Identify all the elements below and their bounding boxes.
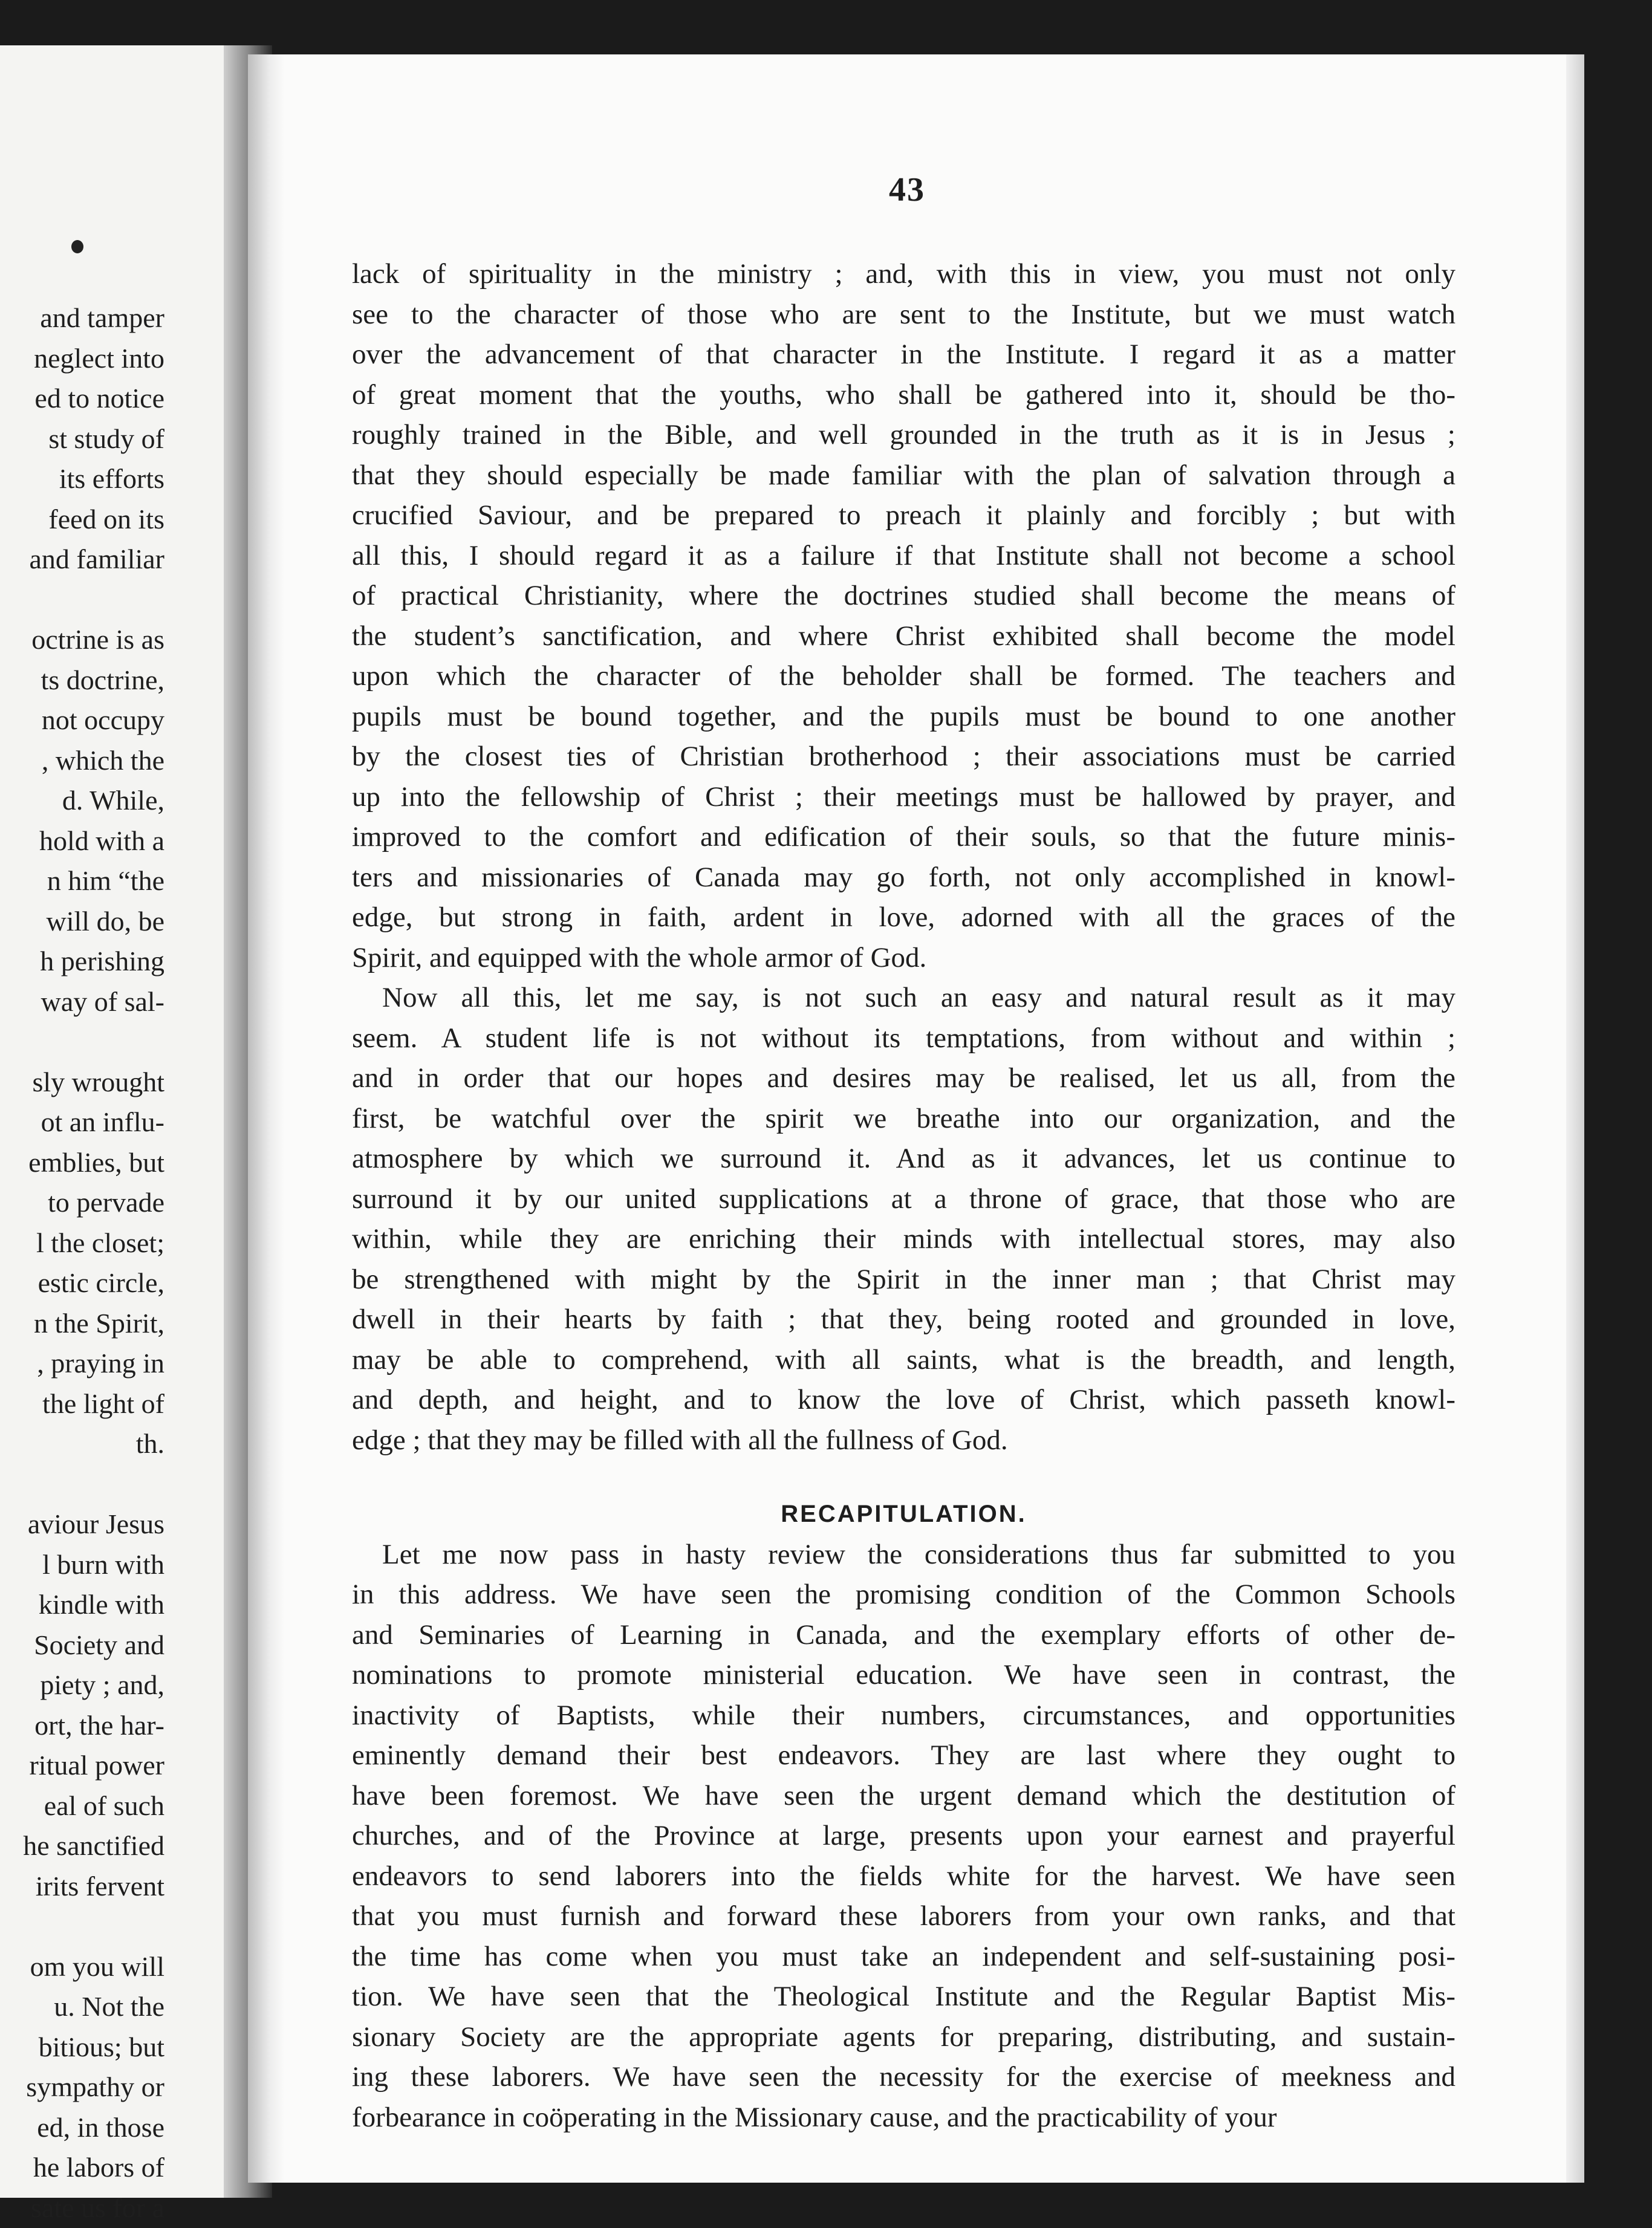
left-page-line: hold with a xyxy=(0,821,164,862)
left-page-line: irits fervent xyxy=(0,1866,164,1907)
left-page-line: its efforts xyxy=(0,459,164,499)
text-line: up into the fellowship of Christ ; their meetings must be hallowed by prayer, and xyxy=(352,777,1455,817)
left-page-line: ot an influ- xyxy=(0,1102,164,1143)
text-line: that they should especially be made familiar with the plan of salvation through a xyxy=(352,455,1455,496)
left-page-line: sympathy or xyxy=(0,2067,164,2108)
bullet-mark xyxy=(71,240,83,253)
left-page-line: aviour Jesus xyxy=(0,1504,164,1545)
text-line: of great moment that the youths, who shall be gathered into it, should be tho- xyxy=(352,375,1455,415)
text-line: all this, I should regard it as a failure if that Institute shall not become a school xyxy=(352,536,1455,576)
text-line: in this address. We have seen the promising condition of the Common Schools xyxy=(352,1574,1455,1615)
text-line: tion. We have seen that the Theological Institute and the Regular Baptist Mis- xyxy=(352,1976,1455,2017)
left-page-line: u. Not the xyxy=(0,1987,164,2027)
left-page-line: l the closet; xyxy=(0,1223,164,1264)
left-page-line: h perishing xyxy=(0,941,164,982)
left-page-line xyxy=(0,1022,164,1062)
left-page-line: feed on its xyxy=(0,499,164,540)
text-line: that you must furnish and forward these laborers from your own ranks, and that xyxy=(352,1896,1455,1937)
text-line: by the closest ties of Christian brotherhood ; their associations must be carried xyxy=(352,736,1455,777)
text-line: Spirit, and equipped with the whole armor of God. xyxy=(352,938,1455,978)
left-page-line: Society and xyxy=(0,1625,164,1666)
left-page-line: ort, the har- xyxy=(0,1706,164,1746)
left-page-line: not occupy xyxy=(0,700,164,741)
text-line: crucified Saviour, and be prepared to preach it plainly and forcibly ; but with xyxy=(352,495,1455,536)
left-page-line: sate us for a xyxy=(0,2188,164,2228)
text-line: ing these laborers. We have seen the necessity for the exercise of meekness and xyxy=(352,2057,1455,2097)
left-page-line: emblies, but xyxy=(0,1143,164,1183)
paragraph-2 xyxy=(352,978,1455,1460)
text-line: the student’s sanctification, and where Christ exhibited shall become the model xyxy=(352,616,1455,657)
text-line: over the advancement of that character in the Institute. I regard it as a matter xyxy=(352,334,1455,375)
left-page-line xyxy=(0,580,164,620)
left-page-line: the light of xyxy=(0,1384,164,1424)
text-line: surround it by our united supplications at a throne of grace, that those who are xyxy=(352,1179,1455,1220)
text-line: see to the character of those who are sent to the Institute, but we must watch xyxy=(352,294,1455,335)
section-heading: RECAPITULATION. xyxy=(352,1494,1455,1535)
left-page-text xyxy=(0,298,164,2228)
left-page-line: and familiar xyxy=(0,539,164,580)
left-page-line: eal of such xyxy=(0,1786,164,1827)
left-page-line: he labors of xyxy=(0,2148,164,2188)
text-line: dwell in their hearts by faith ; that they, being rooted and grounded in love, xyxy=(352,1299,1455,1340)
page-number: 43 xyxy=(859,171,955,209)
text-line: atmosphere by which we surround it. And as it advances, let us continue to xyxy=(352,1138,1455,1179)
left-page-line: n the Spirit, xyxy=(0,1304,164,1344)
text-line: seem. A student life is not without its temptations, from without and within ; xyxy=(352,1018,1455,1059)
text-line: churches, and of the Province at large, presents upon your earnest and prayerful xyxy=(352,1816,1455,1856)
text-line: edge ; that they may be filled with all the fullness of God. xyxy=(352,1420,1455,1461)
left-page-line: th. xyxy=(0,1424,164,1464)
text-line: inactivity of Baptists, while their numbers, circumstances, and opportunities xyxy=(352,1695,1455,1736)
text-line: eminently demand their best endeavors. They are last where they ought to xyxy=(352,1735,1455,1776)
left-page-line xyxy=(0,1906,164,1947)
text-line: be strengthened with might by the Spirit in the inner man ; that Christ may xyxy=(352,1259,1455,1300)
text-line: lack of spirituality in the ministry ; and, with this in view, you must not only xyxy=(352,254,1455,294)
text-line: may be able to comprehend, with all saints, what is the breadth, and length, xyxy=(352,1340,1455,1380)
text-line: and Seminaries of Learning in Canada, and the exemplary efforts of other de- xyxy=(352,1615,1455,1655)
text-line: pupils must be bound together, and the pupils must be bound to one another xyxy=(352,697,1455,737)
text-line: endeavors to send laborers into the fields white for the harvest. We have seen xyxy=(352,1856,1455,1897)
text-line: Now all this, let me say, is not such an easy and natural result as it may xyxy=(352,978,1455,1018)
left-page-line: sly wrought xyxy=(0,1062,164,1103)
left-page-line: will do, be xyxy=(0,901,164,942)
text-line: within, while they are enriching their minds with intellectual stores, may also xyxy=(352,1219,1455,1259)
text-line: the time has come when you must take an independent and self-sustaining posi- xyxy=(352,1937,1455,1977)
paragraph-1 xyxy=(352,254,1455,978)
left-page-line: piety ; and, xyxy=(0,1665,164,1706)
text-line: forbearance in coöperating in the Missionary cause, and the practicability of your xyxy=(352,2097,1455,2138)
text-line: and depth, and height, and to know the love of Christ, which passeth knowl- xyxy=(352,1380,1455,1420)
left-page-line xyxy=(0,1464,164,1505)
left-page-line: estic circle, xyxy=(0,1263,164,1304)
left-page-line: l burn with xyxy=(0,1545,164,1585)
left-page-line: ed, in those xyxy=(0,2108,164,2148)
text-line: and in order that our hopes and desires may be realised, let us all, from the xyxy=(352,1058,1455,1099)
text-line: first, be watchful over the spirit we breathe into our organization, and the xyxy=(352,1099,1455,1139)
text-line: roughly trained in the Bible, and well grounded in the truth as it is in Jesus ; xyxy=(352,415,1455,455)
page-gutter-shadow xyxy=(248,54,284,2183)
left-page-line: bitious; but xyxy=(0,2027,164,2068)
left-page-line: to pervade xyxy=(0,1183,164,1223)
text-line: Let me now pass in hasty review the considerations thus far submitted to you xyxy=(352,1535,1455,1575)
left-page-line: om you will xyxy=(0,1947,164,1987)
text-line: improved to the comfort and edification of their souls, so that the future minis- xyxy=(352,817,1455,857)
left-page-line: d. While, xyxy=(0,781,164,821)
left-page-line: ed to notice xyxy=(0,378,164,419)
left-page-line: ritual power xyxy=(0,1746,164,1786)
text-line: have been foremost. We have seen the urgent demand which the destitution of xyxy=(352,1776,1455,1816)
text-line: edge, but strong in faith, ardent in love, adorned with all the graces of the xyxy=(352,897,1455,938)
left-page-line: , which the xyxy=(0,741,164,781)
paragraph-3 xyxy=(352,1535,1455,2138)
body-text xyxy=(352,254,1455,2137)
text-line: nominations to promote ministerial education. We have seen in contrast, the xyxy=(352,1655,1455,1695)
left-page-line: n him “the xyxy=(0,861,164,901)
text-line: sionary Society are the appropriate agents for preparing, distributing, and sustain- xyxy=(352,2017,1455,2057)
left-page-line: he sanctified xyxy=(0,1826,164,1866)
left-page-line: and tamper xyxy=(0,298,164,339)
text-line: ters and missionaries of Canada may go forth, not only accomplished in knowl- xyxy=(352,857,1455,898)
left-page-line: kindle with xyxy=(0,1585,164,1625)
left-page-line: neglect into xyxy=(0,339,164,379)
left-page xyxy=(0,45,242,2198)
left-page-line: ts doctrine, xyxy=(0,660,164,701)
left-page-line: , praying in xyxy=(0,1343,164,1384)
text-line: upon which the character of the beholder shall be formed. The teachers and xyxy=(352,656,1455,697)
left-page-line: way of sal- xyxy=(0,982,164,1022)
left-page-line: octrine is as xyxy=(0,620,164,660)
left-page-line: st study of xyxy=(0,419,164,460)
text-line: of practical Christianity, where the doctrines studied shall become the means of xyxy=(352,576,1455,616)
page-right-edge xyxy=(1566,54,1584,2183)
